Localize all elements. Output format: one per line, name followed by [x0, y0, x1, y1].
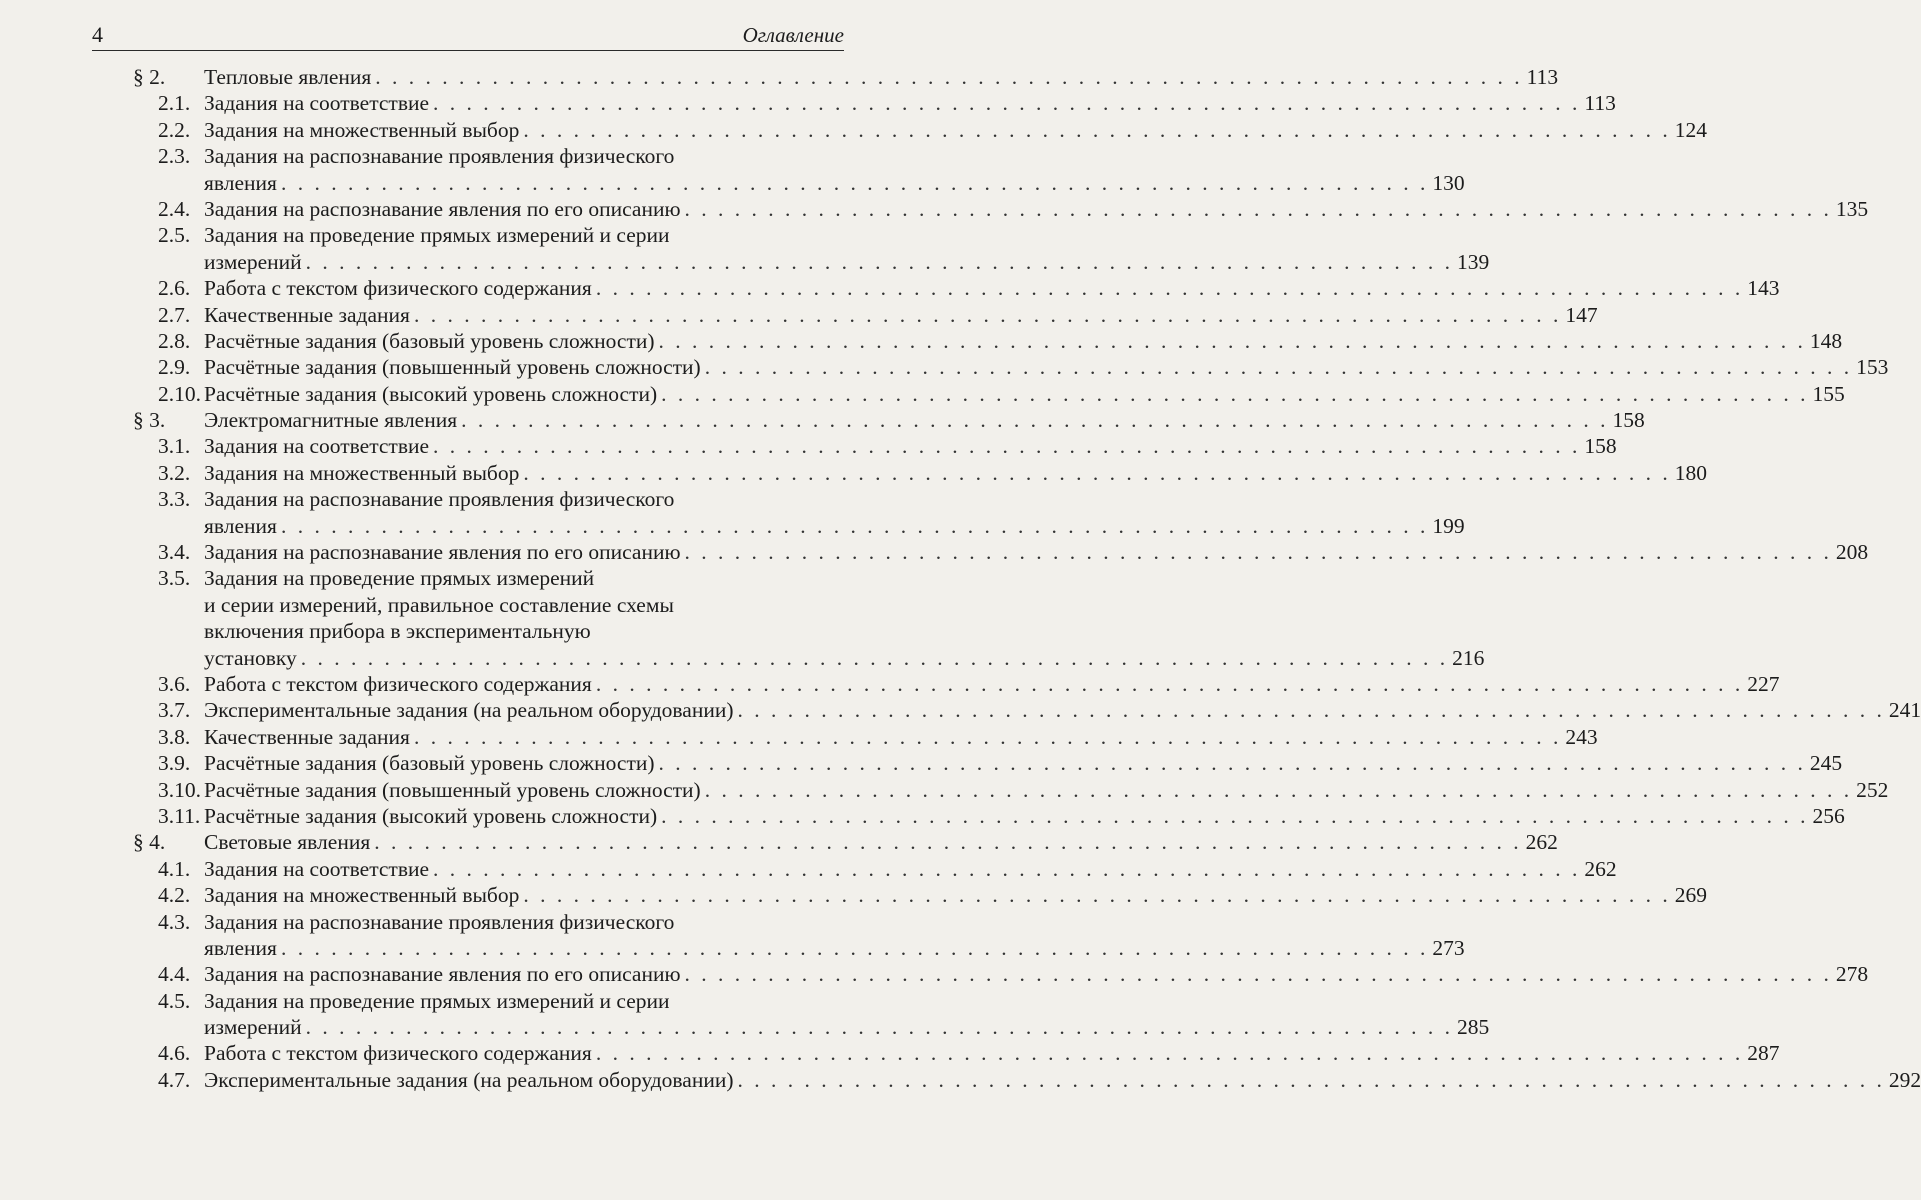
toc-title-line: и серии измерений, правильное составление схемы — [204, 592, 674, 617]
toc-page-number: 158 — [1612, 408, 1645, 433]
toc-number: § 4. — [133, 830, 166, 855]
dot-leader: . . . . . . . . . . . . . . . . . . . . . . . . . . . . . . . . . . . . . . . . . . . . . . . . . . . . . . . . . . . . . . . . . . . . . — [305, 1015, 1454, 1040]
toc-title-line: Задания на распознавание явления по его описанию — [204, 962, 681, 987]
toc-title — [204, 460, 1707, 486]
toc-page-number: 252 — [1856, 777, 1889, 802]
toc-number: 4.5. — [158, 988, 191, 1013]
toc-title-line: явления — [204, 513, 277, 538]
toc-number: 2.1. — [158, 91, 191, 116]
toc-subsection — [0, 724, 1598, 750]
toc-title — [204, 328, 1843, 354]
toc-title-line: Расчётные задания (высокий уровень сложности) — [204, 803, 658, 828]
toc-page-number: 180 — [1674, 460, 1707, 485]
toc-page-number: 285 — [1457, 1015, 1490, 1040]
toc-title-line: Расчётные задания (базовый уровень сложности) — [204, 751, 655, 776]
toc-title — [204, 196, 1869, 222]
toc-title — [204, 750, 1843, 776]
toc-title-line: Работа с текстом физического содержания — [204, 671, 592, 696]
toc-subsection — [0, 354, 1889, 380]
toc-subsection — [0, 1067, 1921, 1093]
toc-page-number: 216 — [1452, 645, 1485, 670]
toc-subsection — [0, 539, 1869, 565]
toc-page-number: 262 — [1584, 856, 1617, 881]
toc-page-number: 153 — [1856, 355, 1889, 380]
toc-title-line: Электромагнитные явления — [204, 408, 458, 433]
toc-page-number: 158 — [1584, 434, 1617, 459]
toc-number: 4.6. — [158, 1041, 191, 1066]
toc-subsection — [0, 90, 1616, 116]
toc-number: 3.11. — [158, 803, 201, 828]
toc-page-number: 147 — [1565, 302, 1598, 327]
toc-title-line: Световые явления — [204, 830, 371, 855]
dot-leader: . . . . . . . . . . . . . . . . . . . . . . . . . . . . . . . . . . . . . . . . . . . . . . . . . . . . . . . . . . . . . . . . . . . . . — [595, 276, 1744, 301]
toc-page-number: 262 — [1525, 830, 1558, 855]
dot-leader: . . . . . . . . . . . . . . . . . . . . . . . . . . . . . . . . . . . . . . . . . . . . . . . . . . . . . . . . . . . . . . . . . . . . . — [280, 170, 1429, 195]
dot-leader: . . . . . . . . . . . . . . . . . . . . . . . . . . . . . . . . . . . . . . . . . . . . . . . . . . . . . . . . . . . . . . . . . . . . . — [300, 645, 1449, 670]
toc-page-number: 278 — [1835, 962, 1869, 987]
toc-title-line: Задания на распознавание явления по его описанию — [204, 540, 681, 565]
toc-page-number: 113 — [1526, 64, 1559, 89]
toc-number: 3.9. — [158, 751, 191, 776]
toc-title — [204, 354, 1889, 380]
dot-leader: . . . . . . . . . . . . . . . . . . . . . . . . . . . . . . . . . . . . . . . . . . . . . . . . . . . . . . . . . . . . . . . . . . . . . — [375, 64, 1523, 89]
toc-page-number: 199 — [1432, 513, 1465, 538]
toc-page-number: 287 — [1747, 1041, 1780, 1066]
toc-title-line: Задания на распознавание явления по его описанию — [204, 196, 681, 221]
toc-subsection — [0, 988, 1490, 1041]
toc-title-line: явления — [204, 935, 277, 960]
toc-number: 3.5. — [158, 566, 191, 591]
toc-number: 4.1. — [158, 856, 191, 881]
toc-section — [0, 829, 1558, 855]
dot-leader: . . . . . . . . . . . . . . . . . . . . . . . . . . . . . . . . . . . . . . . . . . . . . . . . . . . . . . . . . . . . . . . . . . . . . — [433, 434, 1581, 459]
toc-page-number: 273 — [1432, 935, 1465, 960]
toc-number: 2.8. — [158, 328, 191, 353]
toc-title-line: Расчётные задания (высокий уровень сложности) — [204, 381, 658, 406]
toc-title-line: включения прибора в экспериментальную — [204, 619, 591, 644]
toc-title-line: Задания на множественный выбор — [204, 460, 520, 485]
toc-number: 2.5. — [158, 223, 191, 248]
toc-title — [204, 407, 1645, 433]
toc-number: 2.2. — [158, 117, 191, 142]
toc-title-line: Задания на проведение прямых измерений и серии — [204, 988, 670, 1013]
toc-title — [204, 829, 1558, 855]
toc-title — [204, 222, 1490, 275]
toc-number: 2.4. — [158, 196, 191, 221]
toc-subsection — [0, 433, 1617, 459]
toc-title — [204, 803, 1845, 829]
dot-leader: . . . . . . . . . . . . . . . . . . . . . . . . . . . . . . . . . . . . . . . . . . . . . . . . . . . . . . . . . . . . . . . . . . . . . — [595, 671, 1744, 696]
toc-subsection — [0, 565, 1485, 671]
running-title: Оглавление — [742, 23, 844, 47]
toc-title-line: явления — [204, 170, 277, 195]
toc-page-number: 143 — [1747, 276, 1780, 301]
toc-number: 4.7. — [158, 1067, 191, 1092]
toc-title-line: Расчётные задания (повышенный уровень сложности) — [204, 777, 701, 802]
toc-title — [204, 697, 1921, 723]
toc-title — [204, 433, 1617, 459]
toc-number: 3.8. — [158, 724, 191, 749]
toc-page-number: 245 — [1809, 751, 1843, 776]
toc-title-line: Задания на распознавание проявления физического — [204, 487, 675, 512]
toc-title — [204, 64, 1559, 90]
toc-title-line: Задания на распознавание проявления физического — [204, 909, 675, 934]
page-header — [92, 22, 844, 51]
toc-title-line: Задания на множественный выбор — [204, 883, 520, 908]
toc-number: 3.10. — [158, 777, 201, 802]
toc-title-line: Задания на проведение прямых измерений и серии — [204, 223, 670, 248]
toc-title-line: Расчётные задания (базовый уровень сложности) — [204, 328, 655, 353]
toc-page-number: 241 — [1888, 698, 1921, 723]
toc-subsection — [0, 143, 1465, 196]
toc-number: § 3. — [133, 408, 166, 433]
table-of-contents — [0, 64, 1921, 1093]
toc-number: 2.10. — [158, 381, 201, 406]
toc-title-line: Задания на проведение прямых измерений — [204, 566, 595, 591]
toc-subsection — [0, 671, 1780, 697]
toc-number: 3.7. — [158, 698, 191, 723]
toc-page-number: 135 — [1835, 196, 1869, 221]
dot-leader: . . . . . . . . . . . . . . . . . . . . . . . . . . . . . . . . . . . . . . . . . . . . . . . . . . . . . . . . . . . . . . . . . . . . . — [704, 777, 1853, 802]
page-number: 4 — [92, 22, 103, 47]
dot-leader: . . . . . . . . . . . . . . . . . . . . . . . . . . . . . . . . . . . . . . . . . . . . . . . . . . . . . . . . . . . . . . . . . . . . . — [684, 196, 1832, 221]
toc-title — [204, 909, 1465, 962]
toc-subsection — [0, 803, 1845, 829]
dot-leader: . . . . . . . . . . . . . . . . . . . . . . . . . . . . . . . . . . . . . . . . . . . . . . . . . . . . . . . . . . . . . . . . . . . . . — [523, 460, 1671, 485]
toc-number: 2.7. — [158, 302, 191, 327]
toc-title — [204, 671, 1780, 697]
toc-title-line: Экспериментальные задания (на реальном оборудовании) — [204, 1067, 734, 1092]
toc-title — [204, 856, 1617, 882]
dot-leader: . . . . . . . . . . . . . . . . . . . . . . . . . . . . . . . . . . . . . . . . . . . . . . . . . . . . . . . . . . . . . . . . . . . . . — [661, 381, 1809, 406]
toc-title-line: Задания на соответствие — [204, 434, 430, 459]
toc-subsection — [0, 117, 1707, 143]
toc-title-line: Задания на распознавание проявления физического — [204, 144, 675, 169]
toc-number: 3.3. — [158, 487, 191, 512]
toc-number: 2.9. — [158, 355, 191, 380]
toc-number: 3.2. — [158, 460, 191, 485]
toc-title — [204, 988, 1490, 1041]
toc-number: 3.4. — [158, 540, 191, 565]
dot-leader: . . . . . . . . . . . . . . . . . . . . . . . . . . . . . . . . . . . . . . . . . . . . . . . . . . . . . . . . . . . . . . . . . . . . . — [280, 513, 1429, 538]
toc-number: 2.3. — [158, 144, 191, 169]
toc-page-number: 208 — [1835, 540, 1869, 565]
toc-title-line: Задания на множественный выбор — [204, 117, 520, 142]
toc-title — [204, 777, 1889, 803]
toc-subsection — [0, 302, 1598, 328]
toc-title — [204, 724, 1598, 750]
toc-subsection — [0, 882, 1707, 908]
toc-subsection — [0, 486, 1465, 539]
toc-subsection — [0, 222, 1490, 275]
toc-page-number: 148 — [1809, 328, 1843, 353]
toc-title-line: Тепловые явления — [204, 64, 372, 89]
toc-page-number: 113 — [1584, 91, 1616, 116]
dot-leader: . . . . . . . . . . . . . . . . . . . . . . . . . . . . . . . . . . . . . . . . . . . . . . . . . . . . . . . . . . . . . . . . . . . . . — [658, 328, 1806, 353]
toc-title — [204, 1040, 1780, 1066]
toc-page-number: 256 — [1812, 803, 1845, 828]
dot-leader: . . . . . . . . . . . . . . . . . . . . . . . . . . . . . . . . . . . . . . . . . . . . . . . . . . . . . . . . . . . . . . . . . . . . . — [737, 698, 1885, 723]
toc-subsection — [0, 961, 1869, 987]
toc-subsection — [0, 381, 1845, 407]
dot-leader: . . . . . . . . . . . . . . . . . . . . . . . . . . . . . . . . . . . . . . . . . . . . . . . . . . . . . . . . . . . . . . . . . . . . . — [737, 1067, 1885, 1092]
toc-title-line: установку — [204, 645, 297, 670]
dot-leader: . . . . . . . . . . . . . . . . . . . . . . . . . . . . . . . . . . . . . . . . . . . . . . . . . . . . . . . . . . . . . . . . . . . . . — [433, 856, 1581, 881]
toc-subsection — [0, 909, 1465, 962]
dot-leader: . . . . . . . . . . . . . . . . . . . . . . . . . . . . . . . . . . . . . . . . . . . . . . . . . . . . . . . . . . . . . . . . . . . . . — [413, 302, 1562, 327]
toc-subsection — [0, 1040, 1780, 1066]
toc-page-number: 227 — [1747, 671, 1780, 696]
toc-subsection — [0, 328, 1843, 354]
toc-section — [0, 64, 1559, 90]
dot-leader: . . . . . . . . . . . . . . . . . . . . . . . . . . . . . . . . . . . . . . . . . . . . . . . . . . . . . . . . . . . . . . . . . . . . . — [523, 117, 1671, 142]
toc-title — [204, 539, 1869, 565]
toc-title-line: Качественные задания — [204, 302, 410, 327]
toc-title-line: Задания на соответствие — [204, 856, 430, 881]
toc-subsection — [0, 697, 1921, 723]
toc-page-number: 269 — [1674, 883, 1707, 908]
toc-title-line: Экспериментальные задания (на реальном оборудовании) — [204, 698, 734, 723]
toc-page-number: 124 — [1674, 117, 1707, 142]
toc-page-number: 155 — [1812, 381, 1845, 406]
toc-title-line: Задания на соответствие — [204, 91, 430, 116]
dot-leader: . . . . . . . . . . . . . . . . . . . . . . . . . . . . . . . . . . . . . . . . . . . . . . . . . . . . . . . . . . . . . . . . . . . . . — [461, 408, 1609, 433]
dot-leader: . . . . . . . . . . . . . . . . . . . . . . . . . . . . . . . . . . . . . . . . . . . . . . . . . . . . . . . . . . . . . . . . . . . . . — [280, 935, 1429, 960]
toc-title — [204, 90, 1616, 116]
dot-leader: . . . . . . . . . . . . . . . . . . . . . . . . . . . . . . . . . . . . . . . . . . . . . . . . . . . . . . . . . . . . . . . . . . . . . — [661, 803, 1809, 828]
toc-title-line: Работа с текстом физического содержания — [204, 276, 592, 301]
toc-subsection — [0, 750, 1843, 776]
dot-leader: . . . . . . . . . . . . . . . . . . . . . . . . . . . . . . . . . . . . . . . . . . . . . . . . . . . . . . . . . . . . . . . . . . . . . — [704, 355, 1853, 380]
toc-title — [204, 117, 1707, 143]
toc-number: 2.6. — [158, 276, 191, 301]
dot-leader: . . . . . . . . . . . . . . . . . . . . . . . . . . . . . . . . . . . . . . . . . . . . . . . . . . . . . . . . . . . . . . . . . . . . . — [523, 883, 1671, 908]
toc-title — [204, 381, 1845, 407]
toc-title — [204, 486, 1465, 539]
toc-title — [204, 1067, 1921, 1093]
toc-number: 3.6. — [158, 671, 191, 696]
toc-page-number: 292 — [1888, 1067, 1921, 1092]
dot-leader: . . . . . . . . . . . . . . . . . . . . . . . . . . . . . . . . . . . . . . . . . . . . . . . . . . . . . . . . . . . . . . . . . . . . . — [374, 830, 1522, 855]
dot-leader: . . . . . . . . . . . . . . . . . . . . . . . . . . . . . . . . . . . . . . . . . . . . . . . . . . . . . . . . . . . . . . . . . . . . . — [305, 249, 1454, 274]
toc-title-line: измерений — [204, 249, 302, 274]
toc-number: 4.4. — [158, 962, 191, 987]
toc-page-number: 243 — [1565, 724, 1598, 749]
toc-subsection — [0, 275, 1780, 301]
dot-leader: . . . . . . . . . . . . . . . . . . . . . . . . . . . . . . . . . . . . . . . . . . . . . . . . . . . . . . . . . . . . . . . . . . . . . — [433, 91, 1581, 116]
toc-subsection — [0, 777, 1889, 803]
toc-subsection — [0, 196, 1869, 222]
toc-section — [0, 407, 1645, 433]
toc-title — [204, 143, 1465, 196]
dot-leader: . . . . . . . . . . . . . . . . . . . . . . . . . . . . . . . . . . . . . . . . . . . . . . . . . . . . . . . . . . . . . . . . . . . . . — [595, 1041, 1744, 1066]
dot-leader: . . . . . . . . . . . . . . . . . . . . . . . . . . . . . . . . . . . . . . . . . . . . . . . . . . . . . . . . . . . . . . . . . . . . . — [413, 724, 1562, 749]
toc-number: § 2. — [133, 65, 166, 89]
toc-title — [204, 961, 1869, 987]
toc-page-number: 130 — [1432, 170, 1465, 195]
toc-title-line: Работа с текстом физического содержания — [204, 1041, 592, 1066]
toc-title — [204, 302, 1598, 328]
toc-title — [204, 275, 1780, 301]
toc-subsection — [0, 856, 1617, 882]
dot-leader: . . . . . . . . . . . . . . . . . . . . . . . . . . . . . . . . . . . . . . . . . . . . . . . . . . . . . . . . . . . . . . . . . . . . . — [658, 751, 1806, 776]
toc-title-line: Качественные задания — [204, 724, 410, 749]
toc-title-line: измерений — [204, 1015, 302, 1040]
toc-title — [204, 882, 1707, 908]
dot-leader: . . . . . . . . . . . . . . . . . . . . . . . . . . . . . . . . . . . . . . . . . . . . . . . . . . . . . . . . . . . . . . . . . . . . . — [684, 962, 1832, 987]
toc-number: 3.1. — [158, 434, 191, 459]
toc-subsection — [0, 460, 1707, 486]
toc-title — [204, 565, 1485, 671]
toc-page-number: 139 — [1457, 249, 1490, 274]
toc-title-line: Расчётные задания (повышенный уровень сложности) — [204, 355, 701, 380]
toc-number: 4.3. — [158, 909, 191, 934]
toc-number: 4.2. — [158, 883, 191, 908]
dot-leader: . . . . . . . . . . . . . . . . . . . . . . . . . . . . . . . . . . . . . . . . . . . . . . . . . . . . . . . . . . . . . . . . . . . . . — [684, 540, 1832, 565]
